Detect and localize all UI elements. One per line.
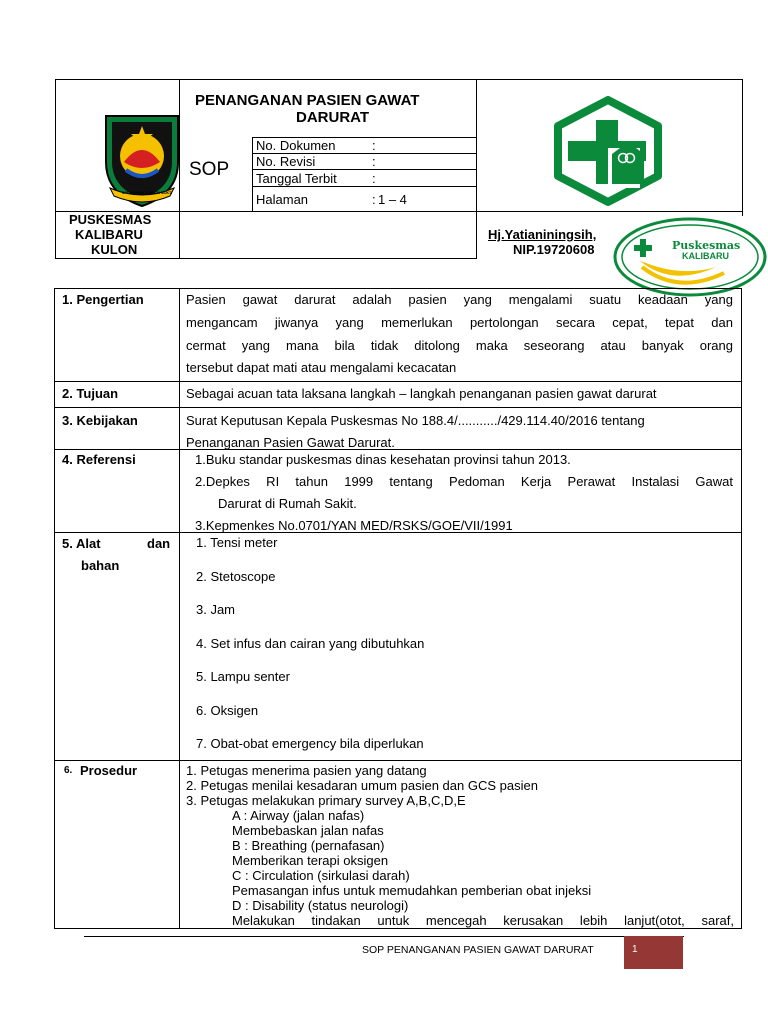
alat-item-6: 6. Oksigen — [196, 703, 259, 718]
prosedur-sub-6: Pemasangan infus untuk memudahkan pemberian obat injeksi — [232, 883, 592, 898]
page-sep: : — [372, 192, 376, 207]
tujuan-text: Sebagai acuan tata laksana langkah – langkah penanganan pasien gawat darurat — [186, 386, 657, 401]
alat-item-3: 3. Jam — [196, 602, 236, 617]
org-name-line1: PUSKESMAS — [69, 212, 152, 227]
referensi-item2a: 2.Depkes RI tahun 1999 tentang Pedoman Kerja Perawat Instalasi Gawat — [195, 474, 733, 489]
doc-number-sep: : — [372, 138, 376, 153]
alat-item-5: 5. Lampu senter — [196, 669, 290, 684]
alat-item-1: 1. Tensi meter — [196, 535, 278, 550]
prosedur-sub-3: B : Breathing (pernafasan) — [232, 838, 385, 853]
prosedur-sub-7: D : Disability (status neurologi) — [232, 898, 409, 913]
footer-rule — [84, 936, 684, 937]
kebijakan-line2: Penanganan Pasien Gawat Darurat. — [186, 435, 395, 450]
page-label: Halaman — [256, 192, 309, 207]
prosedur-label: Prosedur — [80, 763, 138, 778]
pengertian-line4: tersebut dapat mati atau mengalami kecacatan — [186, 360, 457, 375]
revision-label: No. Revisi — [256, 154, 316, 169]
prosedur-label-num: 6. — [64, 765, 73, 776]
emblem-motto: SATYA BHAKTI PRAJA MUKTI — [122, 191, 173, 195]
alat-item-4: 4. Set infus dan cairan yang dibutuhkan — [196, 636, 425, 651]
footer-title: SOP PENANGANAN PASIEN GAWAT DARURAT — [362, 944, 594, 956]
alat-label: 5. Alat — [62, 536, 101, 551]
pengertian-line3: cermat yang mana bila tidak ditolong maka seseorang atau banyak orang — [186, 338, 733, 353]
sop-label: SOP — [189, 159, 230, 180]
pkm-logo-text-2: KALIBARU — [682, 251, 729, 261]
revision-sep: : — [372, 154, 376, 169]
referensi-item1: 1.Buku standar puskesmas dinas kesehatan provinsi tahun 2013. — [195, 452, 571, 467]
pengertian-label: 1. Pengertian — [62, 292, 144, 307]
page-value: 1 – 4 — [378, 192, 407, 207]
regency-emblem-logo — [100, 112, 184, 208]
footer-page-box — [624, 936, 683, 969]
footer-page-number: 1 — [632, 944, 638, 955]
pengertian-line2: mengancam jiwanya yang memerlukan pertolongan secara cepat, tepat dan — [186, 315, 733, 330]
puskesmas-kalibaru-logo — [612, 217, 768, 297]
prosedur-step-3: 3. Petugas melakukan primary survey A,B,C,D,E — [186, 793, 466, 808]
referensi-label: 4. Referensi — [62, 452, 136, 467]
puskesmas-cross-logo — [552, 96, 664, 206]
referensi-item3: 3.Kepmenkes No.0701/YAN MED/RSKS/GOE/VII/1991 — [195, 518, 513, 533]
signer-name: Hj.Yatianiningsih, — [488, 227, 597, 242]
issue-date-label: Tanggal Terbit — [256, 171, 337, 186]
document-title-line1: PENANGANAN PASIEN GAWAT — [195, 92, 420, 109]
tujuan-label: 2. Tujuan — [62, 386, 119, 401]
signer-nip: NIP.19720608 — [513, 242, 595, 257]
prosedur-step-1: 1. Petugas menerima pasien yang datang — [186, 763, 427, 778]
org-name-line3: KULON — [91, 242, 138, 257]
pkm-logo-text-1: Puskesmas — [672, 239, 741, 252]
referensi-item2b: Darurat di Rumah Sakit. — [218, 496, 357, 511]
pengertian-line1: Pasien gawat darurat adalah pasien yang mengalami suatu keadaan yang — [186, 292, 733, 307]
issue-date-sep: : — [372, 171, 376, 186]
kebijakan-line1: Surat Keputusan Kepala Puskesmas No 188.4/.........../429.114.40/2016 tentang — [186, 413, 645, 428]
document-title-line2: DARURAT — [296, 109, 370, 126]
alat-label-dan: dan — [147, 536, 171, 551]
prosedur-sub-2: Membebaskan jalan nafas — [232, 823, 384, 838]
kebijakan-label: 3. Kebijakan — [62, 413, 138, 428]
prosedur-step-2: 2. Petugas menilai kesadaran umum pasien dan GCS pasien — [186, 778, 538, 793]
alat-label-bahan: bahan — [81, 558, 120, 573]
prosedur-sub-4: Memberikan terapi oksigen — [232, 853, 389, 868]
doc-number-label: No. Dokumen — [256, 138, 336, 153]
alat-item-7: 7. Obat-obat emergency bila diperlukan — [196, 736, 424, 751]
prosedur-sub-1: A : Airway (jalan nafas) — [232, 808, 365, 823]
prosedur-sub-8: Melakukan tindakan untuk mencegah kerusakan lebih lanjut(otot, saraf, — [232, 913, 734, 928]
prosedur-sub-5: C : Circulation (sirkulasi darah) — [232, 868, 410, 883]
org-name-line2: KALIBARU — [75, 227, 143, 242]
alat-item-2: 2. Stetoscope — [196, 569, 276, 584]
